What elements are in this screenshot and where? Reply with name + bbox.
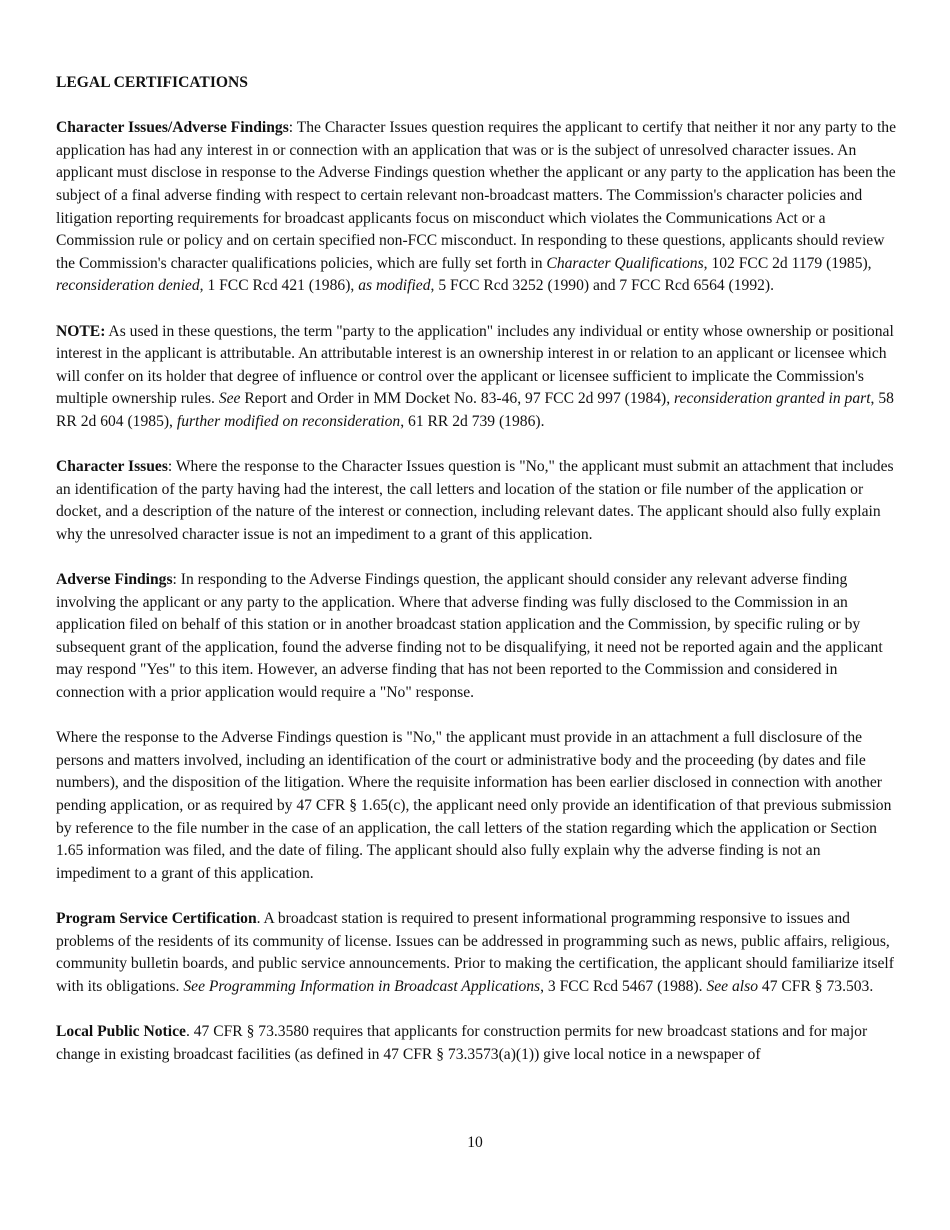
paragraph-segment: , 5 FCC Rcd 3252 (1990) and 7 FCC Rcd 6564 (1992). <box>430 277 775 295</box>
paragraph-segment: . A broadcast station is required to present informational programming responsive to issues and problems of the residents of its community of license. Issues can be addressed in programming such as news, public affairs, religious, community bulletin boards, and public service announcements. Prior to making the certification, the applicant should familiarize itself with its obligations. <box>56 909 894 995</box>
paragraph-program-service-certification <box>56 908 896 998</box>
paragraph-segment: Adverse Findings <box>56 571 173 589</box>
paragraph-segment: : Where the response to the Character Issues question is "No," the applicant must submit an attachment that includes an identification of the party having had the interest, the call letters and location of the station or file number of the application or docket, and a description of the nature of the interest or connection, including relevant dates. The applicant should also fully explain why the unresolved character issue is not an impediment to a grant of this application. <box>56 458 894 543</box>
paragraph-segment: Local Public Notice <box>56 1022 186 1040</box>
paragraph-segment: See <box>218 390 241 408</box>
paragraph-segment: Character Issues <box>56 458 168 476</box>
paragraph-character-issues-adverse-findings <box>56 117 896 298</box>
paragraph-segment: 47 CFR § 73.503. <box>758 977 874 995</box>
paragraph-segment: See Programming Information in Broadcast Applications <box>183 977 541 995</box>
paragraph-segment: as modified <box>358 277 431 295</box>
page-number: 10 <box>467 1134 483 1151</box>
paragraph-segment: Report and Order in MM Docket No. 83-46, 97 FCC 2d 997 (1984), <box>240 390 675 408</box>
paragraph-segment: , 102 FCC 2d 1179 (1985), <box>703 254 872 272</box>
paragraph-local-public-notice <box>56 1021 896 1066</box>
paragraph-segment: , 58 RR 2d 604 (1985), <box>56 390 894 430</box>
paragraph-segment: Character Qualifications <box>546 254 704 272</box>
paragraph-note <box>56 321 896 434</box>
paragraph-segment: further modified on reconsideration <box>176 412 401 430</box>
paragraph-segment: , 1 FCC Rcd 421 (1986), <box>199 277 359 295</box>
paragraph-segment: , 3 FCC Rcd 5467 (1988). <box>540 977 707 995</box>
paragraph-segment: , 61 RR 2d 739 (1986). <box>400 412 545 430</box>
paragraph-segment: reconsideration granted in part <box>674 390 871 408</box>
paragraph-segment: . 47 CFR § 73.3580 requires that applicants for construction permits for new broadcast stations and for major change in existing broadcast facilities (as defined in 47 CFR § 73.3573(a)(1)) give local notice in a newspaper of <box>56 1022 868 1063</box>
paragraph-character-issues <box>56 456 896 546</box>
paragraph-segment: reconsideration denied <box>56 277 200 295</box>
paragraph-adverse-findings-response <box>56 727 896 885</box>
paragraph-segment: : In responding to the Adverse Findings question, the applicant should consider any relevant adverse finding involving the applicant or any party to the application. Where that adverse finding was fully disclosed to the Commission in an application filed on behalf of this station or in another broadcast station application and the Commission, by specific ruling or by subsequent grant of the application, found the adverse finding not to be disqualifying, it need not be reported again and the applicant may respond "Yes" to this item. However, an adverse finding that has not been reported to the Commission and considered in connection with a prior application would require a "No" response. <box>56 571 883 702</box>
paragraph-segment: Where the response to the Adverse Findings question is "No," the applicant must provide in an attachment a full disclosure of the persons and matters involved, including an identification of the court or administrative body and the proceeding (by dates and file numbers), and the disposition of the litigation. Where the requisite information has been earlier disclosed in connection with another pending application, or as required by 47 CFR § 1.65(c), the applicant need only provide an identification of that previous submission by reference to the file number in the case of an application, the call letters of the station regarding which the application or Section 1.65 information was filed, and the date of filing. The applicant should also fully explain why the adverse finding is not an impediment to a grant of this application. <box>56 729 892 882</box>
document-page <box>56 72 896 1089</box>
paragraph-segment: See also <box>706 977 759 995</box>
paragraph-segment: As used in these questions, the term "party to the application" includes any individual or entity whose ownership or positional interest in the applicant is attributable. An attributable interest is an ownership interest in or relation to an applicant or licensee which will confer on its holder that degree of influence or control over the applicant or licensee sufficient to implicate the Commission's multiple ownership rules. <box>56 322 894 408</box>
paragraph-segment: NOTE: <box>56 322 106 340</box>
document-heading: LEGAL CERTIFICATIONS <box>56 74 248 91</box>
paragraph-segment: : The Character Issues question requires the applicant to certify that neither it nor any party to the application has had any interest in or connection with an application that was or is the subject of unresolved character issues. An applicant must disclose in response to the Adverse Findings question whether the applicant or any party to the application has been the subject of a final adverse finding with respect to certain relevant non-broadcast matters. The Commission's character policies and litigation reporting requirements for broadcast applicants focus on misconduct which violates the Communications Act or a Commission rule or policy and on certain specified non-FCC misconduct. In responding to these questions, applicants should review the Commission's character qualifications policies, which are fully set forth in <box>56 119 897 272</box>
paragraph-adverse-findings <box>56 569 896 705</box>
paragraph-segment: Character Issues/Adverse Findings <box>56 119 289 137</box>
paragraph-segment: Program Service Certification <box>56 909 257 927</box>
